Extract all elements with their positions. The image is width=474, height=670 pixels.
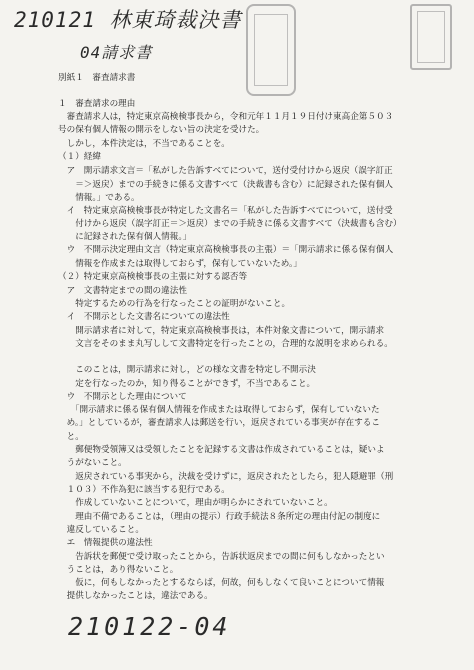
text-line: ＝＞返戻）までの手続きに係る文書すべて（決裁書も含む）に記録された保有個人 — [58, 180, 393, 190]
text-line: 理由不備であることは，（理由の提示）行政手続法８条所定の理由付記の制度に — [58, 512, 381, 522]
text-line — [58, 352, 75, 363]
text-line: うことは，あり得ないこと。 — [58, 565, 179, 575]
text-line: イ 特定東京高検検事長が特定した文書名＝「私がした告訴すべてについて，送付受 — [58, 206, 393, 216]
text-line: 違反していること。 — [58, 525, 144, 535]
handwritten-subnote: 04請求書 — [80, 43, 153, 62]
text-line: イ 不開示とした文書名についての違法性 — [58, 312, 230, 322]
text-line: 情報。」である。 — [58, 193, 140, 203]
text-line: うがないこと。 — [58, 458, 127, 468]
text-line: 特定するための行為を行なったことの証明がないこと。 — [58, 299, 291, 309]
text-line: め。」としているが，審査請求人は郵送を行い，返戻されている事実が存在するこ — [58, 418, 380, 428]
text-line: に記録された保有個人情報。」 — [58, 232, 192, 242]
handwritten-case-number: 210122-04 — [68, 612, 231, 641]
text-line: 郵便物受領簿又は受領したことを記録する文書は作成されていることは，疑いよ — [58, 445, 385, 455]
text-line: ア 文書特定までの間の違法性 — [58, 286, 187, 296]
text-line: 返戻されている事実から，決裁を受けずに，返戻されたとしたら，犯人隠避罪（刑 — [58, 472, 394, 482]
text-line: １０３）不作為犯に該当する犯行である。 — [58, 485, 230, 495]
text-line: ア 開示請求文言＝「私がした告訴すべてについて，送付受付けから返戻（誤字訂正 — [58, 166, 393, 176]
text-line: 定を行なったのか，知り得ることができず，不当であること。 — [58, 379, 316, 389]
document-heading: 別紙１ 審査請求書 — [58, 73, 136, 83]
text-line: 作成していないことについて，理由が明らかにされていないこと。 — [58, 498, 333, 508]
text-line: 号の保有個人情報の開示をしない旨の決定を受けた。 — [58, 125, 265, 135]
text-line: 審査請求人は，特定東京高検検事長から，令和元年１１月１９日付け東高企第５０３ — [58, 112, 394, 122]
text-line: 告訴状を郵便で受け取ったことから，告訴状返戻までの間に何もしなかったとい — [58, 552, 385, 562]
handwritten-file-note: 210121 林東琦裁決書 — [14, 8, 242, 32]
text-line: 「開示請求に係る保有個人情報を作成または取得しておらず，保有していないた — [58, 405, 380, 415]
text-line: 付けから返戻（誤字訂正＝＞返戻）までの手続きに係る文書すべて（決裁書も含む） — [58, 219, 402, 229]
text-line: 提供しなかったことは，違法である。 — [58, 591, 213, 601]
text-line: しかし，本件決定は，不当であることを。 — [58, 139, 230, 149]
text-line: （２）特定東京高検検事長の主張に対する認否等 — [58, 272, 248, 282]
text-line: （１）経緯 — [58, 152, 101, 162]
text-line: 開示請求者に対して，特定東京高検検事長は，本件対象文書について，開示請求 — [58, 326, 385, 336]
reception-stamp — [246, 4, 296, 96]
text-line: と。 — [58, 432, 84, 442]
text-line: このことは，開示請求に対し，どの様な文書を特定し不開示決 — [58, 365, 316, 375]
text-line: ウ 不開示とした理由について — [58, 392, 187, 402]
text-line: エ 情報提供の違法性 — [58, 538, 153, 548]
text-line: 仮に，何もしなかったとするならば，何故，何もしなくて良いことについて情報 — [58, 578, 385, 588]
text-line: 情報を作成または取得しておらず，保有していないため。」 — [58, 259, 302, 269]
text-line: 文言をそのまま丸写しして文書特定を行ったことの，合理的な説明を求められる。 — [58, 339, 393, 349]
text-line: １ 審査請求の理由 — [58, 99, 136, 109]
office-stamp — [410, 4, 452, 70]
text-line: ウ 不開示決定理由文言（特定東京高検検事長の主張）＝「開示請求に係る保有個人 — [58, 245, 394, 255]
